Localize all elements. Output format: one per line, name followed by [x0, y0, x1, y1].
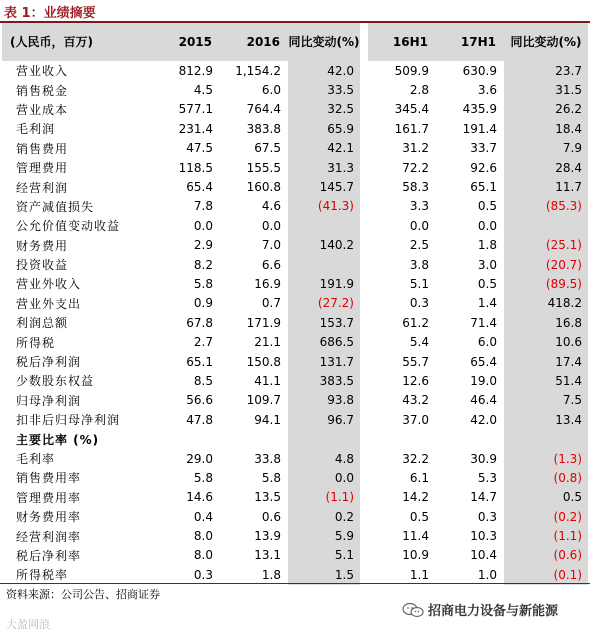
cell-2015: 0.0 [193, 218, 213, 233]
cell-gap [360, 410, 368, 429]
cell-17h1: 14.7 [470, 490, 497, 505]
bottom-rule [0, 583, 590, 584]
cell-2015: 5.8 [193, 276, 213, 291]
cell-2016: 150.8 [246, 354, 281, 369]
cell-gap [360, 507, 368, 526]
cell-16h1: 31.2 [402, 141, 429, 156]
cell-2015: 812.9 [178, 63, 213, 78]
cell-17h1: 19.0 [470, 373, 497, 388]
row-label: 财务费用率 [16, 510, 82, 525]
row-label: 管理费用率 [16, 490, 82, 505]
cell-yoy-half: 23.7 [504, 61, 588, 80]
table-row [2, 236, 588, 255]
cell-yoy-annual: 140.2 [288, 236, 360, 255]
cell-gap [360, 488, 368, 507]
cell-2016: 171.9 [246, 315, 281, 330]
wechat-icon [402, 602, 424, 618]
cell-16h1: 0.5 [409, 509, 429, 524]
cell-17h1: 435.9 [462, 102, 497, 117]
cell-2016: 13.9 [254, 529, 281, 544]
row-label: 营业成本 [16, 102, 69, 117]
header-17h1: 17H1 [436, 23, 504, 61]
cell-yoy-half: 0.5 [504, 488, 588, 507]
header-yoy-annual: 同比变动(%) [288, 23, 360, 61]
cell-2016: 0.6 [261, 509, 281, 524]
cell-yoy-half: (85.3) [504, 197, 588, 216]
cell-gap [360, 177, 368, 196]
cell-yoy-half: (1.3) [504, 449, 588, 468]
cell-17h1: 71.4 [470, 315, 497, 330]
cell-2016: 41.1 [254, 373, 281, 388]
header-row [2, 23, 588, 61]
row-label: 归母净利润 [16, 393, 82, 408]
cell-yoy-half: (0.2) [504, 507, 588, 526]
cell-2015: 2.7 [193, 335, 213, 350]
cell-gap [360, 429, 368, 448]
cell-yoy-half: 31.5 [504, 80, 588, 99]
cell-2016: 13.5 [254, 490, 281, 505]
cell-2015: 8.0 [193, 548, 213, 563]
cell-16h1: 1.1 [409, 567, 429, 582]
cell-16h1: 14.2 [402, 490, 429, 505]
cell-yoy-half: 51.4 [504, 371, 588, 390]
cell-yoy-half: 16.8 [504, 313, 588, 332]
cell-yoy-annual: 42.1 [288, 139, 360, 158]
cell-yoy-annual: (41.3) [288, 197, 360, 216]
cell-16h1: 61.2 [402, 315, 429, 330]
cell-2015: 2.9 [193, 238, 213, 253]
cell-17h1: 0.3 [477, 509, 497, 524]
corner-watermark: 大盈网浪 [6, 618, 50, 631]
cell-yoy-annual: 93.8 [288, 391, 360, 410]
cell-2016: 21.1 [254, 335, 281, 350]
cell-2015: 0.9 [193, 296, 213, 311]
cell-gap [360, 565, 368, 584]
cell-17h1: 630.9 [462, 63, 497, 78]
cell-yoy-half: 11.7 [504, 177, 588, 196]
cell-16h1: 6.1 [409, 470, 429, 485]
cell-2015: 577.1 [178, 102, 213, 117]
table-row [2, 197, 588, 216]
cell-yoy-annual: 383.5 [288, 371, 360, 390]
cell-yoy-half: (0.1) [504, 565, 588, 584]
cell-yoy-annual: 153.7 [288, 313, 360, 332]
cell-yoy-half: (89.5) [504, 274, 588, 293]
cell-yoy-annual [288, 255, 360, 274]
cell-16h1: 37.0 [402, 412, 429, 427]
cell-yoy-half: (25.1) [504, 236, 588, 255]
cell-yoy-annual: 145.7 [288, 177, 360, 196]
header-gap [360, 23, 368, 61]
row-label: 经营利润 [16, 180, 69, 195]
cell-yoy-annual: (27.2) [288, 294, 360, 313]
cell-yoy-annual: (1.1) [288, 488, 360, 507]
cell-yoy-annual: 32.5 [288, 100, 360, 119]
cell-2015: 65.1 [186, 354, 213, 369]
cell-2015: 8.2 [193, 257, 213, 272]
cell-gap [360, 468, 368, 487]
cell-yoy-annual: 0.0 [288, 468, 360, 487]
cell-16h1: 5.4 [409, 335, 429, 350]
brand-name: 招商电力设备与新能源 [428, 604, 559, 619]
cell-2016: 4.6 [261, 199, 281, 214]
cell-17h1: 1.8 [477, 238, 497, 253]
cell-2016: 16.9 [254, 276, 281, 291]
cell-2015: 8.5 [193, 373, 213, 388]
cell-16h1: 5.1 [409, 276, 429, 291]
cell-gap [360, 332, 368, 351]
ratios-section-row [2, 429, 588, 448]
cell-yoy-annual: 4.8 [288, 449, 360, 468]
cell-16h1: 12.6 [402, 373, 429, 388]
table-title: 表 1：业绩摘要 [4, 6, 96, 21]
cell-gap [360, 313, 368, 332]
table-row [2, 139, 588, 158]
cell-2015: 67.8 [186, 315, 213, 330]
cell-gap [360, 197, 368, 216]
row-label: 所得税率 [16, 568, 69, 583]
cell-yoy-half: (20.7) [504, 255, 588, 274]
cell-17h1: 30.9 [470, 451, 497, 466]
cell-16h1: 345.4 [394, 102, 429, 117]
cell-17h1: 46.4 [470, 393, 497, 408]
cell-yoy-half: (0.8) [504, 468, 588, 487]
table-row [2, 526, 588, 545]
table-row [2, 410, 588, 429]
cell-gap [360, 119, 368, 138]
cell-2016: 109.7 [246, 393, 281, 408]
cell-16h1: 3.8 [409, 257, 429, 272]
cell-17h1: 3.0 [477, 257, 497, 272]
table-row [2, 371, 588, 390]
cell-2016: 94.1 [254, 412, 281, 427]
header-2016: 2016 [220, 23, 288, 61]
cell-16h1: 0.0 [409, 218, 429, 233]
cell-2016: 155.5 [246, 160, 281, 175]
cell-2015: 65.4 [186, 180, 213, 195]
cell-yoy-half: 7.5 [504, 391, 588, 410]
cell-17h1: 0.5 [477, 276, 497, 291]
table-row [2, 61, 588, 80]
table-row [2, 158, 588, 177]
cell-2015: 231.4 [178, 121, 213, 136]
cell-17h1: 33.7 [470, 141, 497, 156]
cell-16h1: 43.2 [402, 393, 429, 408]
cell-yoy-annual: 42.0 [288, 61, 360, 80]
cell-2015: 8.0 [193, 529, 213, 544]
table-row [2, 119, 588, 138]
row-label: 经营利润率 [16, 529, 82, 544]
cell-yoy-half: 26.2 [504, 100, 588, 119]
row-label: 财务费用 [16, 238, 69, 253]
row-label: 利润总额 [16, 316, 69, 331]
cell-16h1: 161.7 [394, 121, 429, 136]
cell-gap [360, 80, 368, 99]
table-row [2, 80, 588, 99]
cell-2015: 7.8 [193, 199, 213, 214]
cell-yoy-annual: 96.7 [288, 410, 360, 429]
cell-17h1: 1.0 [477, 567, 497, 582]
cell-17h1: 0.5 [477, 199, 497, 214]
cell-2016: 1.8 [261, 567, 281, 582]
table-row [2, 507, 588, 526]
cell-2015: 0.4 [193, 509, 213, 524]
cell-17h1: 0.0 [477, 218, 497, 233]
table-row [2, 391, 588, 410]
cell-17h1: 191.4 [462, 121, 497, 136]
cell-gap [360, 371, 368, 390]
row-label: 营业外收入 [16, 277, 82, 292]
cell-2015: 47.8 [186, 412, 213, 427]
cell-2015: 56.6 [186, 393, 213, 408]
cell-2016 [220, 429, 288, 448]
brand-watermark [402, 600, 558, 619]
cell-yoy-half: (1.1) [504, 526, 588, 545]
cell-17h1: 3.6 [477, 83, 497, 98]
cell-16h1: 72.2 [402, 160, 429, 175]
cell-yoy-annual: 1.5 [288, 565, 360, 584]
row-label: 扣非后归母净利润 [16, 413, 121, 428]
cell-2016: 5.8 [261, 470, 281, 485]
table-row [2, 255, 588, 274]
cell-gap [360, 294, 368, 313]
cell-yoy-half: 418.2 [504, 294, 588, 313]
cell-16h1: 2.8 [409, 83, 429, 98]
cell-yoy-half: 28.4 [504, 158, 588, 177]
cell-yoy-half [504, 429, 588, 448]
cell-gap [360, 61, 368, 80]
row-label: 销售费用率 [16, 471, 82, 486]
cell-17h1 [436, 429, 504, 448]
cell-17h1: 65.1 [470, 180, 497, 195]
cell-gap [360, 139, 368, 158]
table-row [2, 177, 588, 196]
table-row [2, 216, 588, 235]
cell-gap [360, 216, 368, 235]
row-label: 少数股东权益 [16, 374, 95, 389]
row-label: 投资收益 [16, 258, 69, 273]
cell-gap [360, 546, 368, 565]
cell-yoy-half: 7.9 [504, 139, 588, 158]
table-row [2, 449, 588, 468]
cell-2016: 7.0 [261, 238, 281, 253]
cell-2015: 47.5 [186, 141, 213, 156]
cell-17h1: 5.3 [477, 470, 497, 485]
table-row [2, 294, 588, 313]
cell-yoy-annual: 33.5 [288, 80, 360, 99]
cell-yoy-annual [288, 429, 360, 448]
cell-gap [360, 158, 368, 177]
cell-2015: 4.5 [193, 83, 213, 98]
cell-17h1: 10.4 [470, 548, 497, 563]
cell-yoy-annual: 191.9 [288, 274, 360, 293]
row-label: 管理费用 [16, 161, 69, 176]
cell-yoy-annual: 0.2 [288, 507, 360, 526]
cell-2016: 383.8 [246, 121, 281, 136]
cell-17h1: 1.4 [477, 296, 497, 311]
cell-yoy-annual: 131.7 [288, 352, 360, 371]
cell-16h1: 11.4 [402, 529, 429, 544]
row-label: 公允价值变动收益 [16, 219, 121, 234]
row-label: 税后净利润 [16, 355, 82, 370]
ratios-section-title: 主要比率 (%) [16, 432, 100, 447]
row-label: 税后净利率 [16, 548, 82, 563]
cell-17h1: 65.4 [470, 354, 497, 369]
table-row [2, 274, 588, 293]
cell-2016: 160.8 [246, 180, 281, 195]
cell-yoy-half: 17.4 [504, 352, 588, 371]
row-label: 销售费用 [16, 141, 69, 156]
cell-yoy-annual: 5.9 [288, 526, 360, 545]
cell-gap [360, 236, 368, 255]
cell-gap [360, 255, 368, 274]
row-label: 所得税 [16, 335, 56, 350]
cell-16h1: 55.7 [402, 354, 429, 369]
cell-2016: 764.4 [246, 102, 281, 117]
table-row [2, 468, 588, 487]
cell-gap [360, 526, 368, 545]
cell-2015: 5.8 [193, 470, 213, 485]
cell-16h1: 2.5 [409, 238, 429, 253]
row-label: 营业外支出 [16, 296, 82, 311]
cell-17h1: 6.0 [477, 335, 497, 350]
cell-16h1: 0.3 [409, 296, 429, 311]
header-yoy-half: 同比变动(%) [504, 23, 588, 61]
header-2015: 2015 [154, 23, 220, 61]
cell-yoy-annual: 5.1 [288, 546, 360, 565]
table-row [2, 565, 588, 584]
cell-gap [360, 352, 368, 371]
cell-16h1: 32.2 [402, 451, 429, 466]
cell-2015: 14.6 [186, 490, 213, 505]
cell-yoy-half [504, 216, 588, 235]
row-label: 资产减值损失 [16, 199, 95, 214]
cell-17h1: 10.3 [470, 529, 497, 544]
cell-17h1: 42.0 [470, 412, 497, 427]
cell-2016: 0.7 [261, 296, 281, 311]
cell-16h1: 3.3 [409, 199, 429, 214]
cell-yoy-half: (0.6) [504, 546, 588, 565]
cell-yoy-half: 10.6 [504, 332, 588, 351]
cell-2016: 13.1 [254, 548, 281, 563]
cell-2016: 6.0 [261, 83, 281, 98]
cell-2015: 29.0 [186, 451, 213, 466]
cell-16h1: 10.9 [402, 548, 429, 563]
summary-table [2, 23, 588, 585]
cell-2015: 118.5 [178, 160, 213, 175]
cell-2016: 0.0 [261, 218, 281, 233]
cell-2016: 33.8 [254, 451, 281, 466]
header-label: (人民币，百万) [2, 23, 154, 61]
table-body [2, 61, 588, 585]
cell-2015 [154, 429, 220, 448]
cell-17h1: 92.6 [470, 160, 497, 175]
table-row [2, 488, 588, 507]
row-label: 营业收入 [16, 64, 69, 79]
cell-gap [360, 100, 368, 119]
row-label: 毛利率 [16, 452, 56, 466]
source-note: 资料来源：公司公告、招商证券 [6, 588, 160, 601]
cell-16h1: 58.3 [402, 180, 429, 195]
table-row [2, 352, 588, 371]
cell-16h1 [368, 429, 436, 448]
cell-yoy-annual: 686.5 [288, 332, 360, 351]
cell-yoy-annual: 65.9 [288, 119, 360, 138]
table-row [2, 100, 588, 119]
cell-yoy-half: 18.4 [504, 119, 588, 138]
cell-2016: 1,154.2 [235, 63, 281, 78]
cell-2016: 6.6 [261, 257, 281, 272]
cell-yoy-annual [288, 216, 360, 235]
cell-gap [360, 274, 368, 293]
row-label: 销售税金 [16, 83, 69, 98]
cell-gap [360, 449, 368, 468]
cell-2016: 67.5 [254, 141, 281, 156]
table-row [2, 332, 588, 351]
cell-2015: 0.3 [193, 567, 213, 582]
header-16h1: 16H1 [368, 23, 436, 61]
cell-16h1: 509.9 [394, 63, 429, 78]
cell-yoy-half: 13.4 [504, 410, 588, 429]
cell-gap [360, 391, 368, 410]
row-label: 毛利润 [16, 122, 56, 137]
table-row [2, 546, 588, 565]
cell-yoy-annual: 31.3 [288, 158, 360, 177]
table-row [2, 313, 588, 332]
